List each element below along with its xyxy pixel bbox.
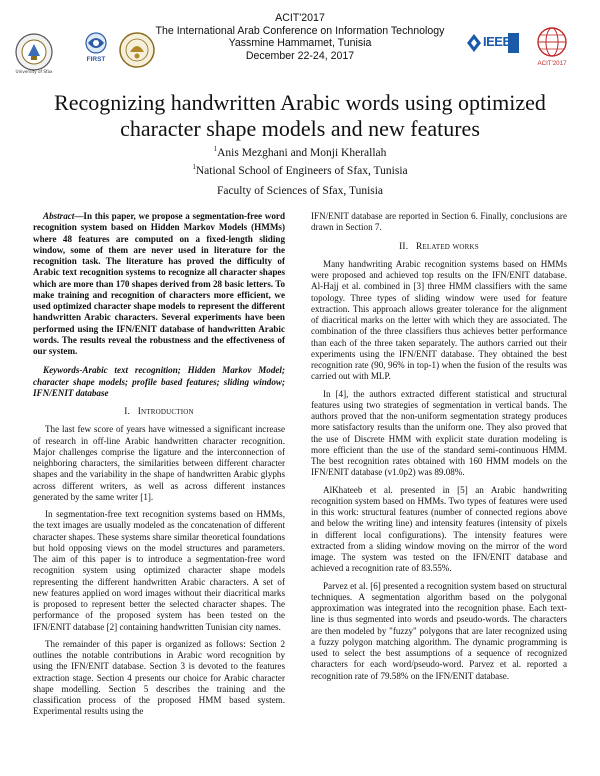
acit-logo-text: ACIT'2017 — [537, 60, 567, 67]
keywords: Keywords-Arabic text recognition; Hidden Markov Model; character shape models; profile based features; sliding window; IFN/ENIT database — [33, 365, 285, 398]
section-number: I. — [124, 407, 131, 417]
section-heading-introduction — [33, 407, 285, 418]
abstract-text: —In this paper, we propose a segmentation-free word recognition system based on Hidden Markov Models (HMMs) where 48 features are computed on a fixed-length sliding window, some of them are never used in literature for the recognition task. The literature has proved the difficulty of Arabic text recognition systems to recognize all character shapes which are more than 170 shapes derived from 28 basic letters. To make training and recognition of characters more efficient, we used optimized character shape models to represent the different handwritten Arabic characters. Several experiments have been performed using the IFN/ENIT database of handwritten Arabic words. The results reveal the robustness and the effectiveness of our system. — [33, 211, 285, 356]
authors-names: Anis Mezghani and Monji Kherallah — [217, 147, 387, 159]
acit-logo — [530, 26, 574, 70]
conference-header — [150, 12, 450, 62]
paragraph: The remainder of this paper is organized as follows: Section 2 outlines the notable contributions in Arabic word recognition by using the IFN/ENIT database. Section 3 is devoted to the features extraction stage. Section 4 presents our choice for Arabic character shape modelling. Section 5 describes the training and the classification process of the proposed HMM based system. Experimental results using the — [33, 638, 285, 717]
affiliation-2: Faculty of Sciences of Sfax, Tunisia — [216, 185, 384, 197]
section-number: II. — [399, 241, 409, 252]
paragraph: Many handwriting Arabic recognition systems based on HMMs were proposed and achieved top results on the IFN/ENIT database. Al-Hajj et al. combined in [3] three HMM classifiers with the same topology. Three types of sliding window were used for feature extraction. This approach allows greater tolerance for the alignment of diacritical marks on the letter with which they are associated. The combination of the three classifiers thus achieves better performance than each of the three taken separately. The authors carried out their experiments using the IFN/ENIT database. They obtained the best recognition rate (90, 96% in top-1) when the fusion of the results was carried out with MLP. — [311, 258, 567, 382]
authors-superscript: 1 — [213, 145, 218, 154]
section-heading-related-works — [311, 242, 567, 253]
conference-location: Yassmine Hammamet, Tunisia — [228, 37, 372, 50]
paragraph: In segmentation-free text recognition systems based on HMMs, the text images are usually modeled as the concatenation of different character shapes. These systems share similar theoretical foundations but hold opposing views on the model structures and parameters. The aim of this paper is to introduce a segmentation-free word recognition system using optimized character shape models representing the different handwritten Arabic characters. A set of new features applied on word images without their diacritical marks is proposed to represent better the selected character shapes. The performance of the proposed system has been tested on the IFN/ENIT database [2] containing handwritten Tunisian city names. — [33, 509, 285, 632]
conference-short-name: ACIT'2017 — [275, 12, 325, 24]
right-column — [311, 211, 567, 688]
paragraph: In [4], the authors extracted different statistical and structural features using two strategies of segmentation in vertical bands. The authors proved that the non-uniform segmentation strategy produces more satisfactory results than the uniform one. They also proved that the use of Discrete HMM with explicit state duration modeling is more efficient than the use of the standard semi-continuous HMM. The best recognition rates obtained with 160 HMM models on the IFN/ENIT database (v1.0p2) was 89.08%. — [311, 388, 567, 478]
affiliation-superscript: 1 — [192, 163, 196, 172]
left-column — [33, 211, 285, 724]
ieee-logo — [464, 30, 520, 56]
abstract-label: Abstract — [43, 211, 75, 221]
section-title-text: Related works — [415, 241, 479, 252]
abstract — [33, 211, 285, 357]
paragraph: AlKhateeb et al. presented in [5] an Arabic handwriting recognition system based on HMMs. Two types of features were used in this work: structural features (number of connected regions above and below the writing line) and intensity features (intensity of pixels in different local configurations). The intensity features were extracted from a sliding window moving on the mirror of the word image. The system was tested on the IFN/ENIT database and achieved a recognition rate of 83.55%. — [311, 484, 567, 574]
affiliation-1 — [100, 164, 500, 178]
paragraph: The last few score of years have witnessed a significant increase of research in off-line Arabic handwritten character recognition. Major challenges comprise the ligature and the interconnection of neighboring characters, the similarities between different character shapes and the variability in the shape of handwritten Arabic glyphs across different writers, as well as across different instances generated by the same writer [1]. — [33, 424, 285, 502]
svg-text:University of Sfax: University of Sfax — [15, 69, 53, 74]
paragraph: Parvez et al. [6] presented a recognition system based on structural techniques. A segmentation algorithm based on the polygonal approximation was integrated into the recognition phase. Each text-line is thus segmented into words and pseudo-words. The characters are then modeled by "fuzzy" polygons that are later recognized using a fuzzy polygon matching algorithm. The dynamic programming is used to select the best assumptions of a sequence of recognized characters for each word/pseudo-word. Parvez et al. reported a recognition rate of 79.58% on the IFN/ENIT database. — [311, 580, 567, 681]
ieee-logo-text: IEEE — [483, 34, 511, 49]
paper-title: Recognizing handwritten Arabic words using optimized character shape models and new features — [54, 90, 546, 141]
first-lab-logo — [76, 30, 116, 66]
section-title-text: Introduction — [137, 407, 194, 417]
university-logo — [14, 32, 54, 74]
institution-seal-logo — [118, 30, 156, 70]
paragraph-continuation: IFN/ENIT database are reported in Section 6. Finally, conclusions are drawn in Section 7. — [311, 211, 567, 233]
first-logo-text: FIRST — [86, 56, 106, 63]
conference-full-name: The International Arab Conference on Information Technology — [155, 24, 445, 37]
conference-dates: December 22-24, 2017 — [245, 49, 355, 62]
paper-authors — [100, 146, 500, 160]
affiliation-1-text: National School of Engineers of Sfax, Tunisia — [195, 165, 408, 177]
